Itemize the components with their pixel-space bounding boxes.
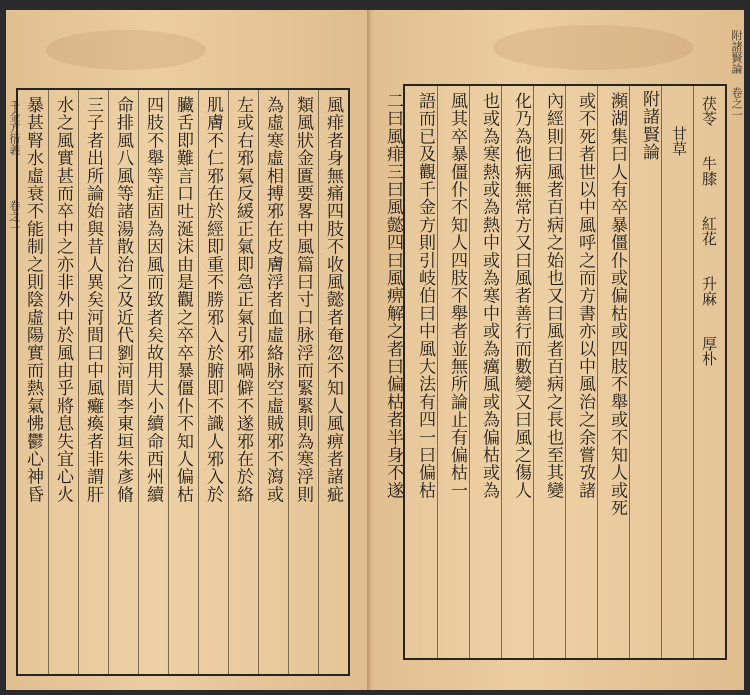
text-column: 內經則曰風者百病之始也又曰風者百病之長也至其變 <box>543 92 563 500</box>
text-column: 水之風實甚而卒中之亦非外中於風由乎將息失宜心火 <box>53 96 73 504</box>
right-margin-title: 附諸賢論 卷之一 <box>730 30 743 120</box>
text-column: 為虛寒虛相搏邪在皮膚浮者血虛絡脉空虛賊邪不瀉或 <box>263 96 283 504</box>
right-page <box>373 10 744 690</box>
text-column: 瀕湖集曰人有卒暴僵仆或偏枯或四肢不舉或不知人或死 <box>607 92 627 517</box>
text-column: 命排風八風等諸湯散治之及近代劉河間李東垣朱彥脩 <box>113 96 133 504</box>
herb-item: 升麻 <box>700 276 718 306</box>
right-text-frame <box>383 84 727 660</box>
herb-item: 茯苓 <box>700 96 718 126</box>
left-margin-title: 千金方衍義 <box>8 100 21 155</box>
text-column: 左或右邪氣反緩正氣即急正氣引邪喎僻不遂邪在於絡 <box>233 96 253 504</box>
text-column: 風痱者身無痛四肢不收風懿者奄忽不知人風痹者諸疵 <box>323 96 343 504</box>
herb-list <box>697 96 721 366</box>
text-column: 類風狀金匱要畧中風篇曰寸口脉浮而緊緊則為寒浮則 <box>293 96 313 504</box>
text-column: 肌膚不仁邪在於經即重不勝邪入於腑即不識人邪入於 <box>203 96 223 504</box>
text-column: 臟舌即難言口吐涎沫由是觀之卒卒暴僵仆不知人偏枯 <box>173 96 193 504</box>
text-column: 三子者出所論始與昔人異矣河間曰中風癱瘓者非謂肝 <box>83 96 103 504</box>
text-column: 化乃為他病無常方又曰風者善行而數變又曰風之傷人 <box>511 92 531 500</box>
herb-item: 紅花 <box>700 216 718 246</box>
left-text-frame <box>16 88 350 676</box>
herb-item-extra: 甘草 <box>670 126 688 156</box>
text-column: 語而已及觀千金方則引岐伯曰中風大法有四一曰偏枯 <box>415 92 435 500</box>
text-column: 也或為寒熱或為熱中或為寒中或為癘風或為偏枯或為 <box>479 92 499 500</box>
text-column: 暴甚腎水虛衰不能制之則陰虛陽實而熱氣怫鬱心神昏 <box>23 96 43 504</box>
text-column: 或不死者世以中風呼之而方書亦以中風治之余嘗攷諸 <box>575 92 595 500</box>
text-column: 二曰風痱三曰風懿四曰風痹解之者曰偏枯者半身不遂 <box>383 92 403 500</box>
herb-item: 牛膝 <box>700 156 718 186</box>
left-page <box>6 10 373 690</box>
paper-stain <box>493 25 693 70</box>
herb-item: 厚朴 <box>700 336 718 366</box>
section-heading: 附諸賢論 <box>639 90 659 161</box>
text-column: 四肢不舉等症固為因風而致者矣故用大小續命西州續 <box>143 96 163 504</box>
left-margin-volume: 卷之一 <box>8 200 21 233</box>
paper-stain <box>46 30 206 70</box>
text-column: 風其卒暴僵仆不知人四肢不舉者並無所論止有偏枯一 <box>447 92 467 500</box>
